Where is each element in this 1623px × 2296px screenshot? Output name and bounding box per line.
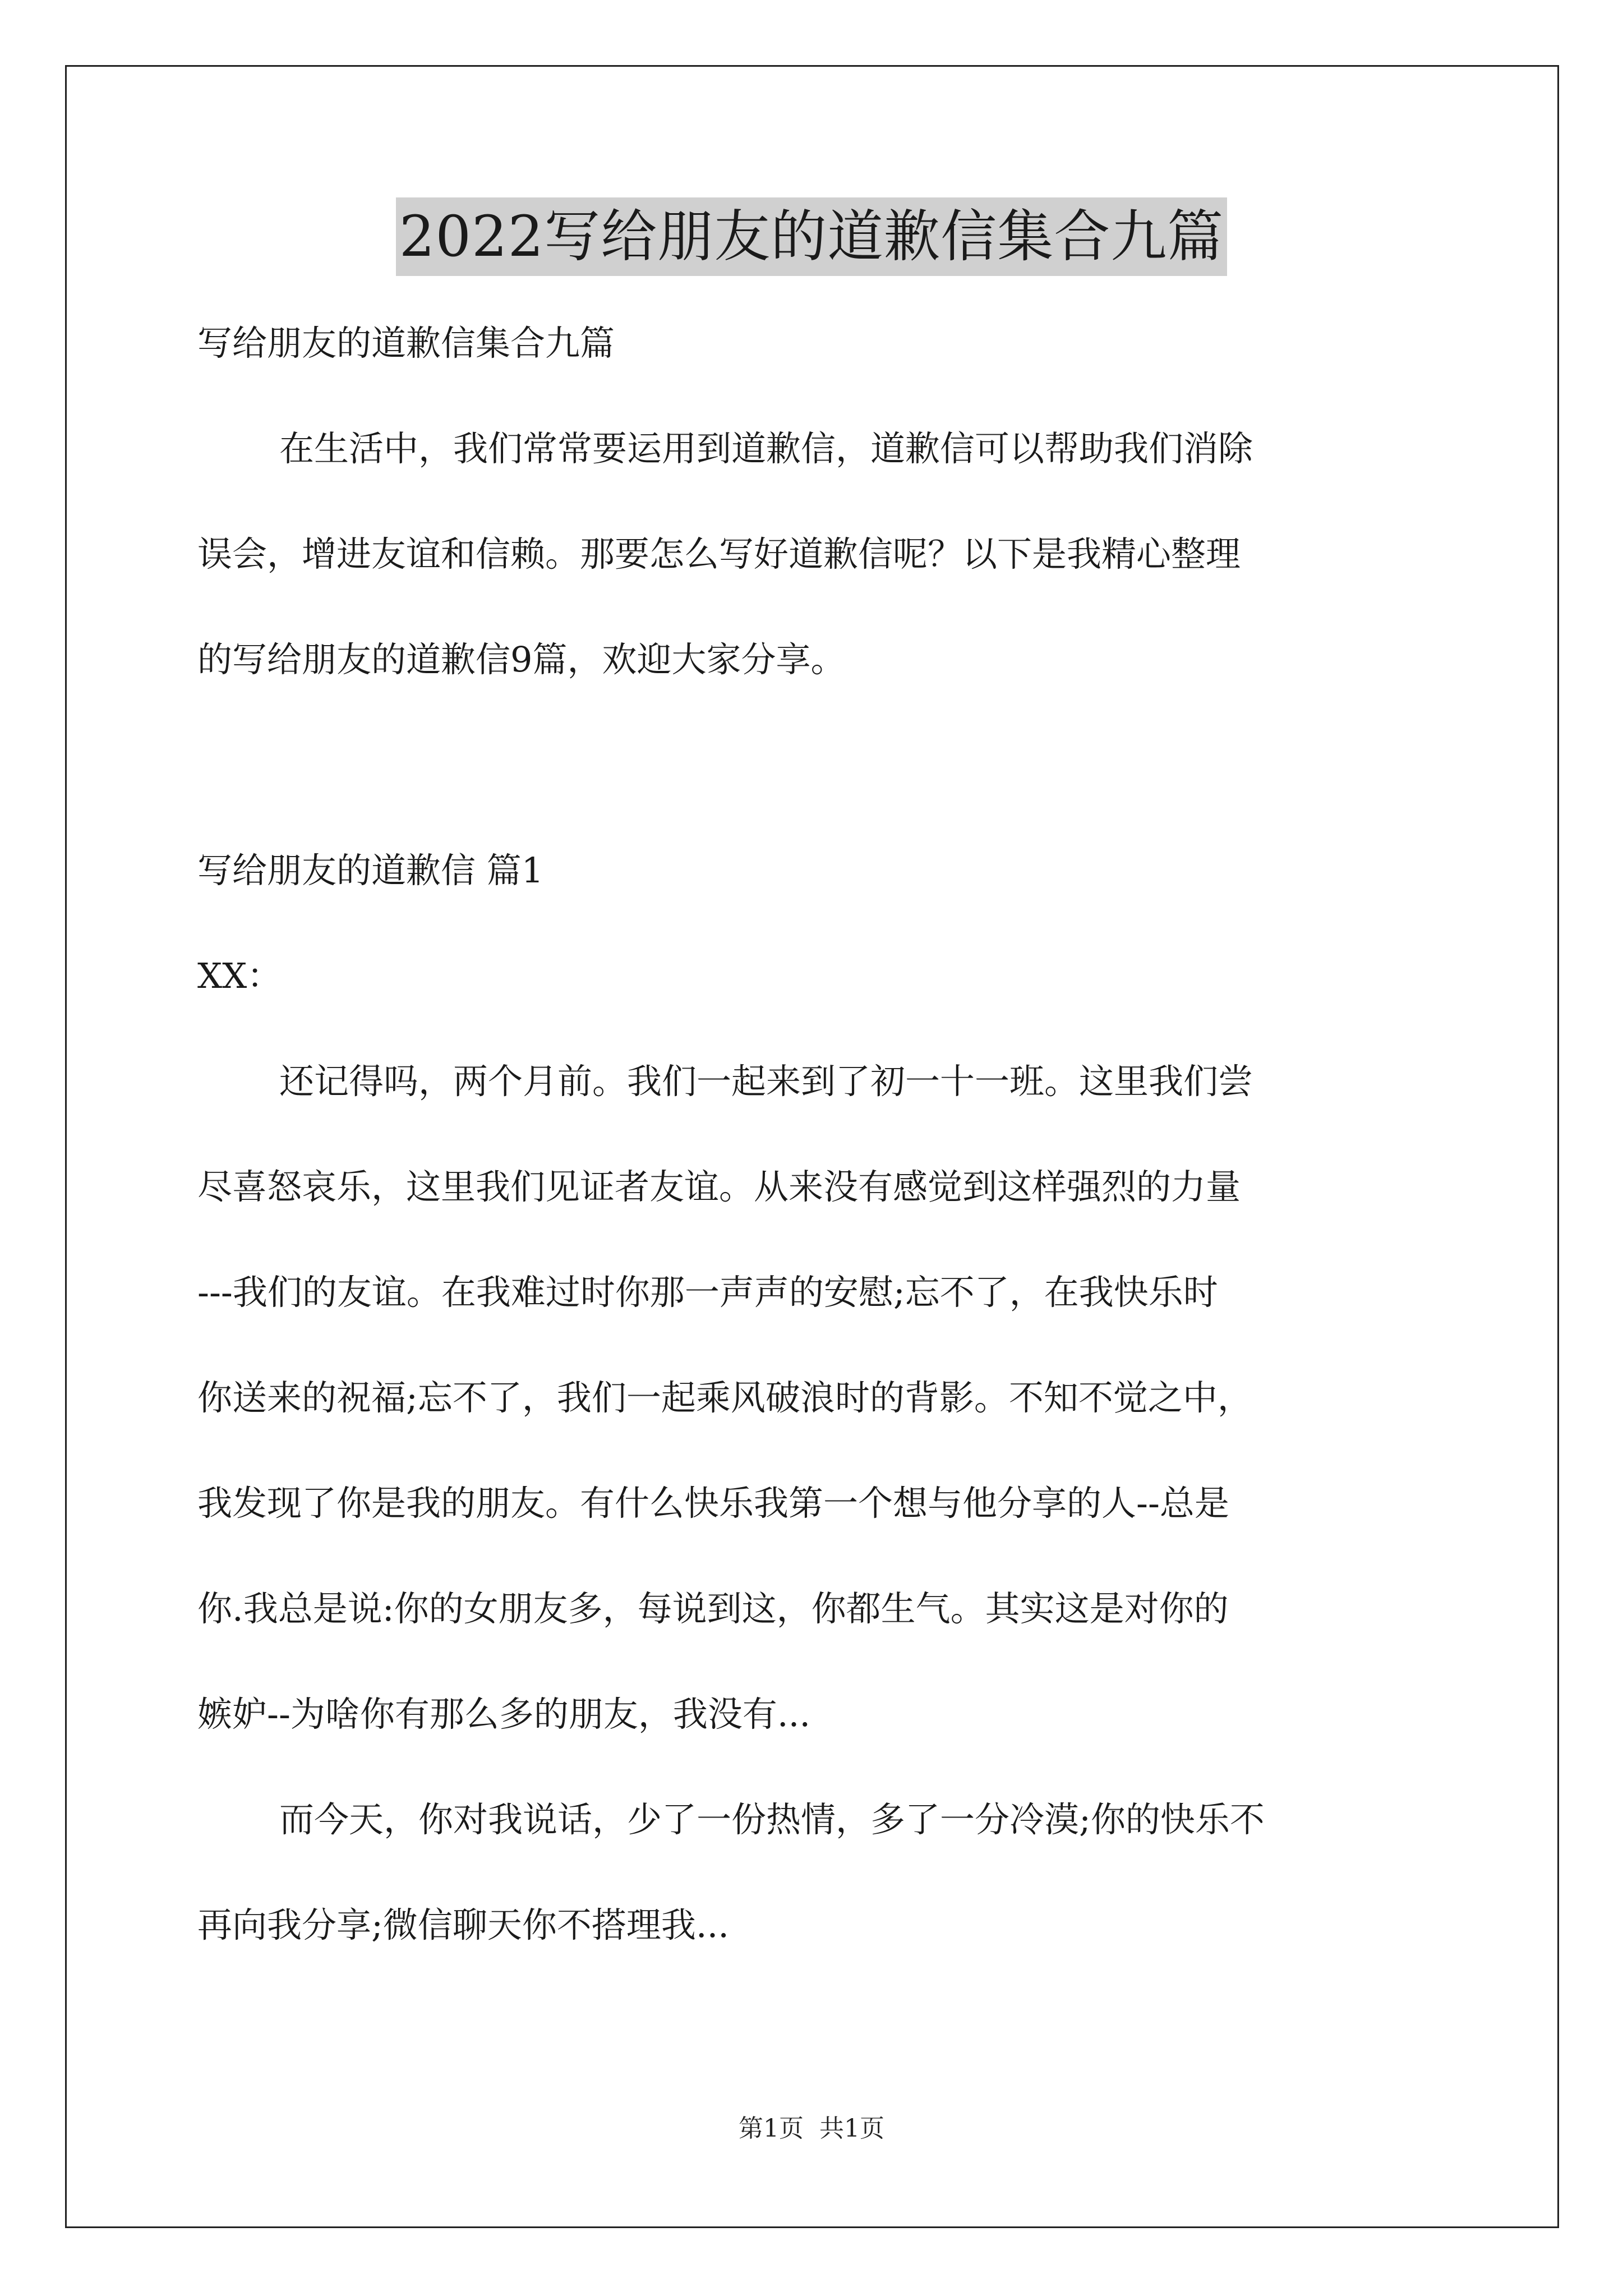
para1-line-5: 我发现了你是我的朋友。有什么快乐我第一个想与他分享的人--总是 <box>197 1483 1229 1524</box>
para1-line-7: 嫉妒--为啥你有那么多的朋友，我没有... <box>197 1694 811 1734</box>
para1-line-1: 还记得吗，两个月前。我们一起来到了初一十一班。这里我们尝 <box>279 1061 1253 1102</box>
title-container <box>0 197 1623 276</box>
para1-line-6: 你.我总是说:你的女朋友多，每说到这，你都生气。其实这是对你的 <box>197 1588 1229 1629</box>
page-footer <box>0 2108 1623 2144</box>
salutation: XX： <box>197 955 282 996</box>
para1-line-3: ---我们的友谊。在我难过时你那一声声的安慰;忘不了，在我快乐时 <box>197 1272 1218 1313</box>
para1-line-2: 尽喜怒哀乐，这里我们见证者友谊。从来没有感觉到这样强烈的力量 <box>197 1166 1241 1207</box>
page-number: 第1页 <box>739 2114 804 2143</box>
intro-line-2: 误会，增进友谊和信赖。那要怎么写好道歉信呢？以下是我精心整理 <box>197 533 1241 574</box>
section-heading: 写给朋友的道歉信 篇1 <box>197 850 544 891</box>
page-total: 共1页 <box>819 2114 884 2143</box>
document-title: 2022写给朋友的道歉信集合九篇 <box>396 197 1228 276</box>
para1-line-4: 你送来的祝福;忘不了，我们一起乘风破浪时的背影。不知不觉之中， <box>197 1377 1252 1418</box>
document-subtitle: 写给朋友的道歉信集合九篇 <box>197 323 615 364</box>
intro-line-1: 在生活中，我们常常要运用到道歉信，道歉信可以帮助我们消除 <box>279 428 1253 469</box>
para2-line-1: 而今天，你对我说话，少了一份热情，多了一分冷漠;你的快乐不 <box>279 1799 1265 1840</box>
document-body <box>197 303 1431 1952</box>
intro-line-3: 的写给朋友的道歉信9篇，欢迎大家分享。 <box>197 639 846 680</box>
para2-line-2: 再向我分享;微信聊天你不搭理我... <box>197 1904 730 1945</box>
